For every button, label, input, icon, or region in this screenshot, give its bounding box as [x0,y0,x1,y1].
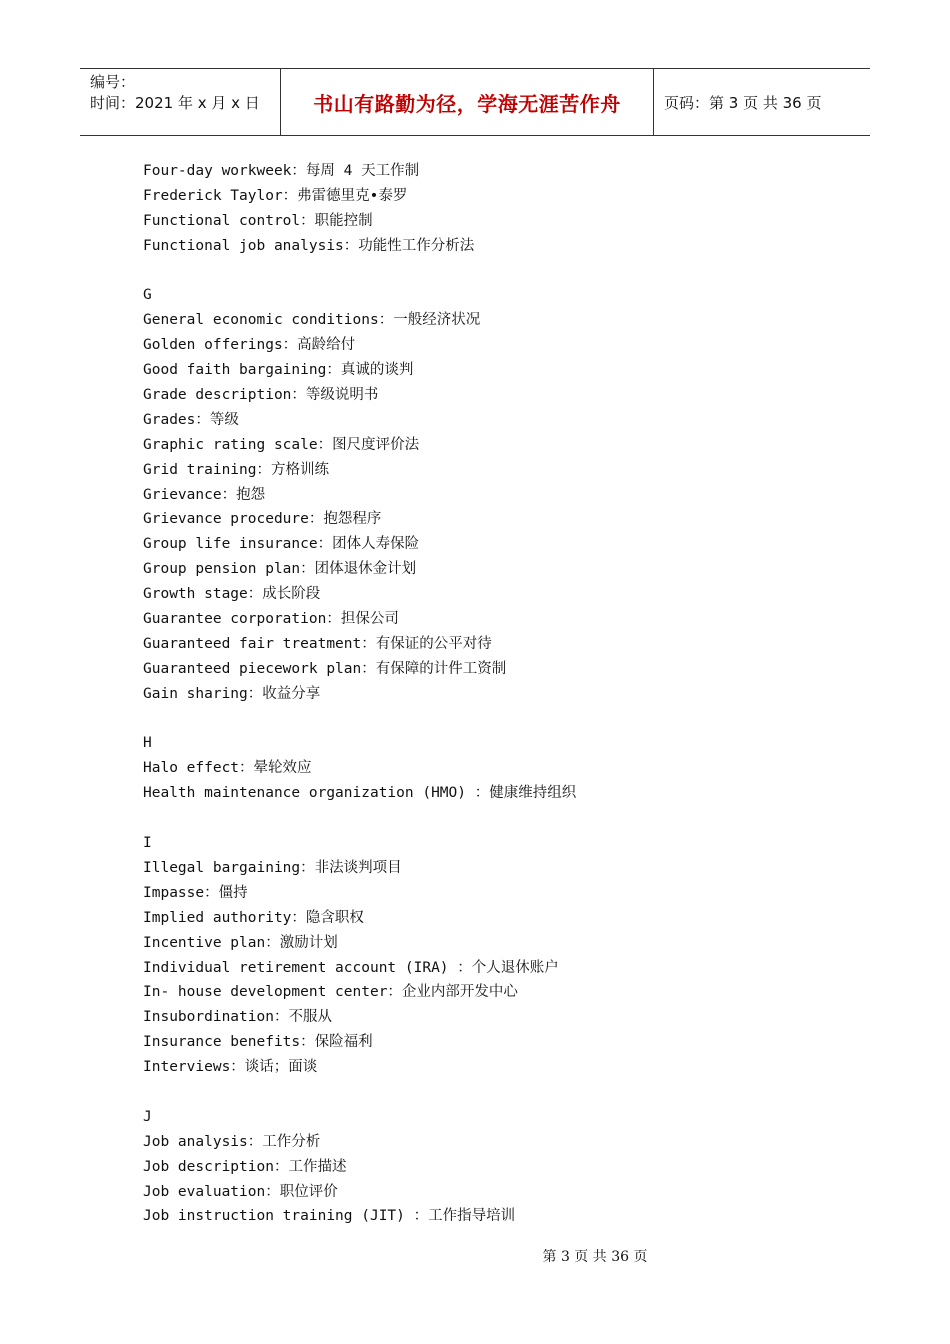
section-letter: I [143,835,152,852]
glossary-entry: General economic conditions：一般经济状况 [143,312,481,329]
glossary-entry: Grades：等级 [143,411,239,428]
glossary-entry: Halo effect：晕轮效应 [143,760,312,777]
glossary-entry: Job description：工作描述 [143,1158,347,1175]
glossary-entry: Grid training：方格训练 [143,461,329,478]
blank-line [143,806,576,831]
motto-text: 书山有路勤为径，学海无涯苦作舟 [313,91,621,116]
glossary-entry: Growth stage：成长阶段 [143,586,321,603]
glossary-entry: In- house development center：企业内部开发中心 [143,984,518,1001]
glossary-entry: Graphic rating scale：图尺度评价法 [143,436,420,453]
glossary-entry: Golden offerings：高龄给付 [143,337,356,354]
glossary-entry: Individual retirement account (IRA) ：个人退休账户 [143,959,559,976]
page-footer: 第 3 页 共 36 页 [542,1249,648,1265]
glossary-entry: Grade description：等级说明书 [143,387,379,404]
glossary-entry: Four-day workweek：每周 4 天工作制 [143,163,420,179]
glossary-entry: Insurance benefits：保险福利 [143,1034,373,1051]
glossary-entry: Guaranteed piecework plan：有保障的计件工资制 [143,660,507,677]
section-letter: G [143,287,152,304]
section-letter: H [143,735,152,752]
glossary-entry: Group life insurance：团体人寿保险 [143,536,420,553]
section-letter: J [143,1108,152,1125]
page-info-text: 页码：第 3 页 共 36 页 [664,93,822,112]
glossary-entry: Health maintenance organization (HMO) ：健康维持组织 [143,785,577,802]
glossary-entry: Guarantee corporation：担保公司 [143,611,399,628]
glossary-entry: Job analysis：工作分析 [143,1133,321,1150]
blank-line [143,707,576,732]
glossary-entry: Good faith bargaining：真诚的谈判 [143,362,414,379]
glossary-entry: Grievance procedure：抱怨程序 [143,511,382,528]
document-number-label: 编号： [90,73,136,91]
glossary-entry: Impasse：僵持 [143,884,248,901]
header-meta [80,69,281,135]
glossary-entry: Interviews：谈话；面谈 [143,1059,318,1076]
glossary-entry: Functional job analysis：功能性工作分析法 [143,237,475,254]
blank-line [143,1080,576,1105]
glossary-entry: Frederick Taylor：弗雷德里克•泰罗 [143,187,408,204]
glossary-entry: Insubordination：不服从 [143,1009,332,1026]
glossary-entry: Guaranteed fair treatment：有保证的公平对待 [143,635,492,652]
glossary-entry: Group pension plan：团体退休金计划 [143,561,417,578]
glossary-entry: Gain sharing：收益分享 [143,685,321,702]
page-header [80,68,870,136]
blank-line [143,259,576,284]
glossary-entry: Job instruction training (JIT) ：工作指导培训 [143,1208,516,1225]
glossary-entry: Job evaluation：职位评价 [143,1183,338,1200]
glossary-entry: Grievance：抱怨 [143,486,266,503]
glossary-entry: Illegal bargaining：非法谈判项目 [143,859,402,876]
glossary-entry: Incentive plan：激励计划 [143,934,338,951]
glossary-entry: Implied authority：隐含职权 [143,909,364,926]
document-time-label: 时间：2021 年 x 月 x 日 [90,94,260,112]
glossary-entry: Functional control：职能控制 [143,212,373,229]
glossary-content [143,159,576,1229]
header-page-info [654,69,870,135]
header-motto [281,69,654,135]
